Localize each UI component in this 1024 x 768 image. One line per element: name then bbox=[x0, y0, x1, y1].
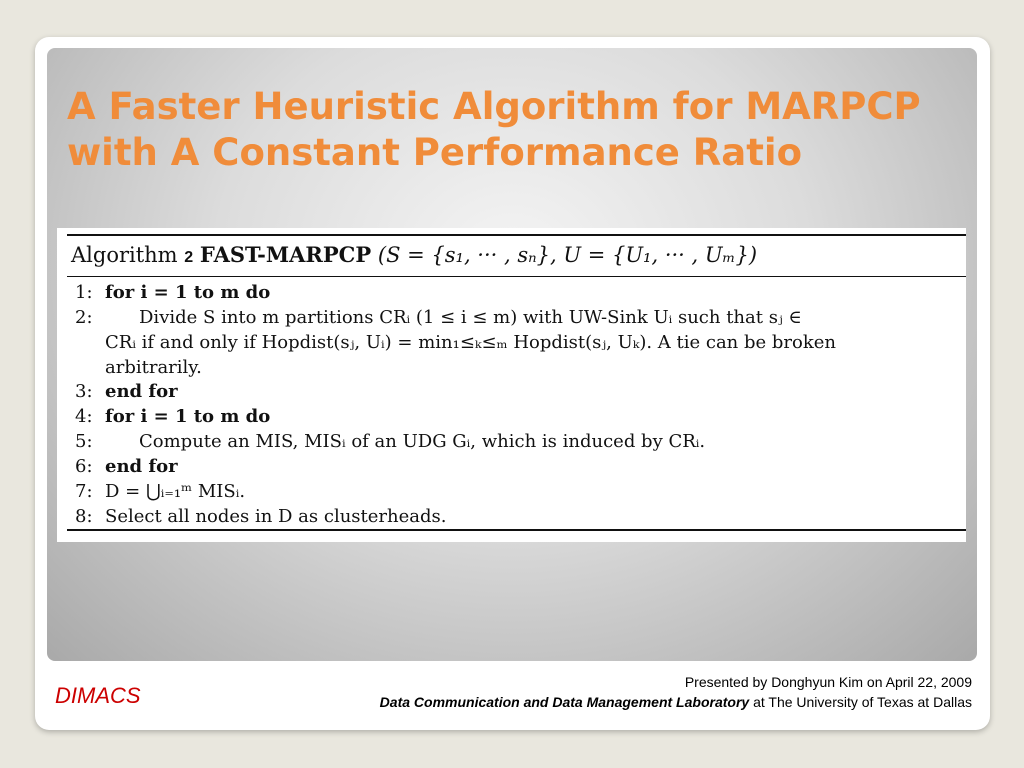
title-line-1: A Faster Heuristic Algorithm for MARPCP bbox=[67, 85, 921, 128]
slide-title bbox=[67, 84, 967, 176]
algorithm-line: arbitrarily. bbox=[105, 357, 202, 378]
footer-lab: Data Communication and Data Management Laboratory bbox=[379, 694, 750, 710]
algorithm-line: 5: Compute an MIS, MISᵢ of an UDG Gᵢ, which is induced by CRᵢ. bbox=[75, 431, 706, 452]
footer-affiliation-line bbox=[380, 692, 972, 712]
footer-presenter: Presented by Donghyun Kim on April 22, 2009 bbox=[684, 674, 972, 690]
algorithm-box bbox=[57, 228, 966, 542]
footer-university: at The University of Texas at Dallas bbox=[753, 694, 972, 710]
footer-dimacs: DIMACS bbox=[55, 683, 141, 708]
algorithm-line: 7: D = ⋃ᵢ₌₁ᵐ MISᵢ. bbox=[75, 481, 246, 502]
algorithm-signature: (S = {s₁, ··· , sₙ}, U = {U₁, ··· , Uₘ}) bbox=[377, 243, 758, 267]
footer-credits bbox=[380, 672, 972, 712]
algorithm-mid-rule bbox=[67, 276, 966, 277]
algorithm-bottom-rule bbox=[67, 529, 966, 531]
algorithm-line: 1: for i = 1 to m do bbox=[75, 282, 271, 303]
algorithm-line: 3: end for bbox=[75, 381, 178, 402]
title-line-2: with A Constant Performance Ratio bbox=[67, 131, 803, 174]
algorithm-top-rule bbox=[67, 234, 966, 236]
algorithm-line: 4: for i = 1 to m do bbox=[75, 406, 271, 427]
algorithm-line: 8: Select all nodes in D as clusterheads. bbox=[75, 506, 447, 527]
algorithm-line: 2: Divide S into m partitions CRᵢ (1 ≤ i ≤ m) with UW-Sink Uᵢ such that sⱼ ∈ bbox=[75, 307, 802, 328]
algorithm-label: Algorithm bbox=[71, 243, 178, 267]
algorithm-name: FAST-MARPCP bbox=[199, 242, 372, 267]
algorithm-line: 6: end for bbox=[75, 456, 178, 477]
algorithm-line: CRᵢ if and only if Hopdist(sⱼ, Uᵢ) = min₁≤ₖ≤ₘ Hopdist(sⱼ, Uₖ). A tie can be broken bbox=[105, 332, 837, 353]
algorithm-header bbox=[71, 242, 757, 267]
algorithm-number: 2 bbox=[184, 249, 194, 266]
